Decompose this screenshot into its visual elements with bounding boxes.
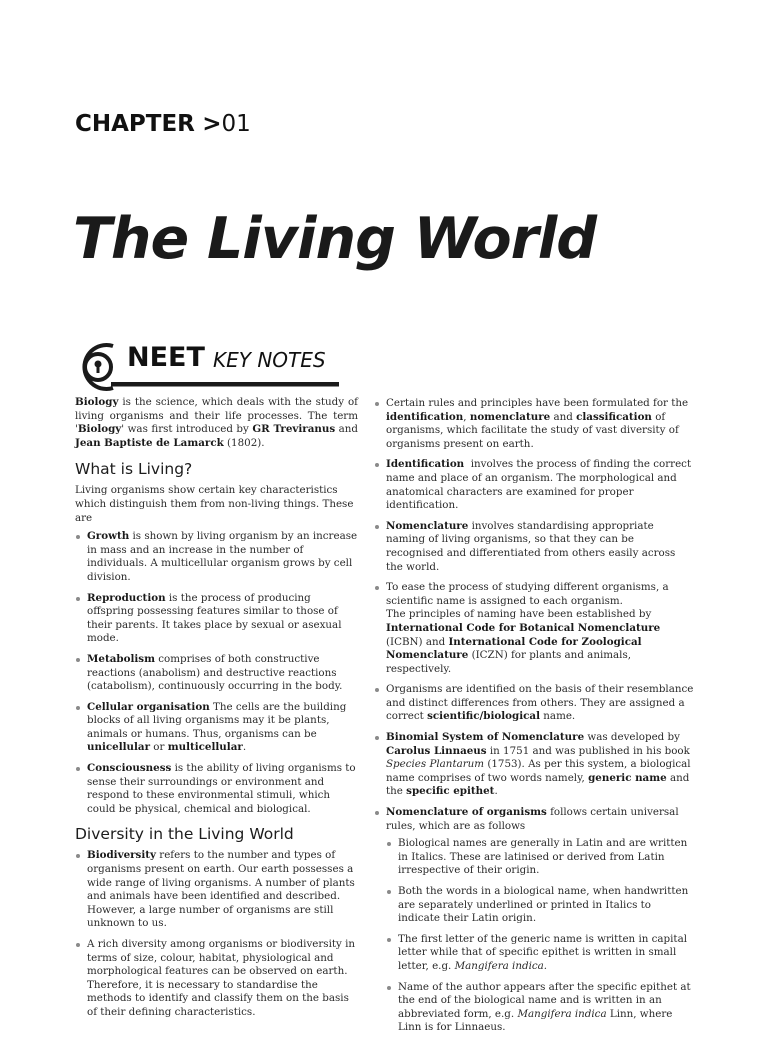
list-item <box>386 933 694 974</box>
section-heading-diversity: Diversity in the Living World <box>75 825 294 844</box>
ease-text-4: (ICZN) for plants and animals, respectively. <box>386 649 631 675</box>
list-item <box>386 981 694 1035</box>
term-biology: Biology <box>75 396 119 408</box>
cellular-text: The cells are the building blocks of all living organisms may it be plants, animals or humans. Thus, organisms can be <box>87 700 347 740</box>
term-biology-quoted: Biology <box>77 423 122 436</box>
example-mangifera-indica-2: Mangifera indica <box>517 1007 607 1020</box>
resemblance-text-2: name. <box>540 710 576 723</box>
term-unicellular: unicellular <box>87 741 151 754</box>
book-species-plantarum: Species Plantarum <box>386 758 485 771</box>
reproduction-text: is the process of producing offspring possessing features similar to those of their parents. It takes place by sexual or asexual mode. <box>87 591 342 645</box>
list-item <box>374 397 694 451</box>
term-multicellular: multicellular <box>167 741 243 754</box>
ease-text-1: To ease the process of studying different organisms, a scientific name is assigned to each organism. <box>386 581 669 607</box>
binomial-text-3: (1753). As per this system, a biological name comprises of two words namely, <box>386 758 691 784</box>
intro-text-2: ' was first introduced by <box>121 423 253 436</box>
biodiversity-text: refers to the number and types of organisms present on earth. Our earth possesses a wide range of living organisms. A number of plants and animals have been identified and described. However, a large number of organisms are still unknown to us. <box>87 849 355 930</box>
intro-text-4: (1802). <box>223 436 265 449</box>
term-scientific-biological: scientific/biological <box>427 710 541 723</box>
term-consciousness: Consciousness <box>87 762 172 775</box>
list-item <box>386 837 694 878</box>
nomenclature-text: involves standardising appropriate naming of living organisms, so that they can be recognised and differentiated from others easily across the world. <box>386 519 676 573</box>
rules-comma: , <box>463 410 470 423</box>
right-column <box>374 397 694 1042</box>
rules-and: and <box>550 410 577 423</box>
example-mangifera-indica: Mangifera indica. <box>454 959 548 972</box>
nomenclature-org-text: follows certain universal rules, which are as follows <box>386 806 679 832</box>
term-classification: classification <box>576 410 652 423</box>
resemblance-text-1: Organisms are identified on the basis of their resemblance and distinct differences from others. They are assigned a correct <box>386 683 694 723</box>
term-treviranus: GR Treviranus <box>252 423 336 436</box>
list-item <box>374 731 694 799</box>
growth-text: is shown by living organism by an increase in mass and an increase in the number of individuals. A multicellular organism grows by cell division. <box>87 530 358 583</box>
binomial-text-1: was developed by <box>584 731 680 744</box>
rule-author-text-1: Name of the author appears after the specific epithet at the end of the biological name and is written in an abbreviated form, e.g. <box>398 980 691 1020</box>
term-lamarck: Jean Baptiste de Lamarck <box>75 436 224 449</box>
list-item <box>75 938 358 1020</box>
term-icbn: International Code for Botanical Nomenclature <box>386 621 661 634</box>
term-specific-epithet: specific epithet <box>406 785 495 798</box>
chapter-arrow-icon: > <box>202 111 222 137</box>
nomenclature-list <box>374 397 694 1035</box>
term-nomenclature-of-organisms: Nomenclature of organisms <box>386 806 547 819</box>
list-item <box>75 530 358 584</box>
term-biodiversity: Biodiversity <box>87 849 157 862</box>
living-characteristics-list <box>75 530 358 816</box>
chapter-label: CHAPTER <box>75 111 195 137</box>
term-generic-name: generic name <box>588 771 667 784</box>
rules-text-1: Certain rules and principles have been formulated for the <box>386 397 689 409</box>
list-item <box>374 520 694 574</box>
cellular-or: or <box>150 741 168 754</box>
term-identification-def: Identification <box>386 458 465 471</box>
page-title: The Living World <box>73 206 597 272</box>
list-item <box>75 653 358 694</box>
term-cellular-organisation: Cellular organisation <box>87 700 210 713</box>
intro-text-3: and <box>335 423 358 436</box>
chapter-heading <box>75 111 251 137</box>
binomial-text-4: and the <box>386 771 690 798</box>
rule-author-text-2: Linn, where Linn is for Linnaeus. <box>398 1007 673 1034</box>
rule-words-text: Both the words in a biological name, when handwritten are separately underlined or printed in Italics to indicate their Latin origin. <box>398 885 689 925</box>
intro-text-1: is the science, which deals with the study of living organisms and their life processes. The term ' <box>75 396 358 436</box>
list-item <box>386 885 694 926</box>
binomial-text-2: in 1751 and was published in his book <box>486 744 690 757</box>
term-nomenclature: nomenclature <box>469 410 551 423</box>
term-metabolism: Metabolism <box>87 652 155 665</box>
list-item <box>75 762 358 816</box>
chapter-number: 01 <box>221 111 251 137</box>
rule-first-letter-text: The first letter of the generic name is written in capital letter while that of specific epithet is written in small letter, e.g. <box>398 932 688 972</box>
naming-rules-sublist <box>386 837 694 1035</box>
cellular-end: . <box>242 741 247 754</box>
ease-text-2: The principles of naming have been established by <box>386 608 652 621</box>
term-nomenclature-def: Nomenclature <box>386 519 469 532</box>
neet-key-notes-banner <box>73 338 343 394</box>
rules-text-2: of organisms, which facilitate the study of vast diversity of organisms present on earth. <box>386 410 679 450</box>
term-iczn: International Code for Zoological Nomenclature <box>386 635 642 662</box>
diversity-list <box>75 849 358 1019</box>
consciousness-text: is the ability of living organisms to sense their surroundings or environment and respond to these environmental stimuli, which could be physical, chemical and biological. <box>87 762 356 815</box>
term-reproduction: Reproduction <box>87 591 166 604</box>
list-item <box>374 683 694 724</box>
left-column <box>75 396 358 1027</box>
binomial-text-5: . <box>494 785 498 798</box>
section-heading-what-is-living: What is Living? <box>75 460 193 479</box>
term-binomial-system: Binomial System of Nomenclature <box>386 731 585 744</box>
rule-latin-text: Biological names are generally in Latin and are written in Italics. These are latinised or derived from Latin irrespective of their origin. <box>398 837 688 877</box>
identification-text: involves the process of finding the correct name and place of an organism. The morphological and anatomical characters are examined for proper identification. <box>386 458 695 512</box>
metabolism-text: comprises of both constructive reactions (anabolism) and destructive reactions (catabolism), continuously occurring in the body. <box>87 652 343 693</box>
neet-label: NEET <box>127 342 205 373</box>
list-item <box>75 849 358 931</box>
list-item <box>374 581 694 676</box>
ease-text-3: (ICBN) and <box>386 635 449 648</box>
rich-diversity-text: A rich diversity among organisms or biodiversity in terms of size, colour, habitat, physiological and morphological features can be observed on earth. Therefore, it is necessary to standardise the methods to identify and classify them on the basis of their defining characteristics. <box>87 938 356 1018</box>
list-item <box>75 701 358 755</box>
term-identification: identification <box>386 410 464 423</box>
list-item <box>374 458 694 512</box>
term-carolus-linnaeus: Carolus Linnaeus <box>386 744 487 757</box>
list-item <box>374 806 694 1035</box>
term-growth: Growth <box>87 530 130 543</box>
list-item <box>75 592 358 646</box>
key-notes-label: KEY NOTES <box>213 348 326 372</box>
what-is-living-intro: Living organisms show certain key characteristics which distinguish them from non-living things. These are <box>75 484 354 524</box>
intro-paragraph <box>75 396 358 450</box>
